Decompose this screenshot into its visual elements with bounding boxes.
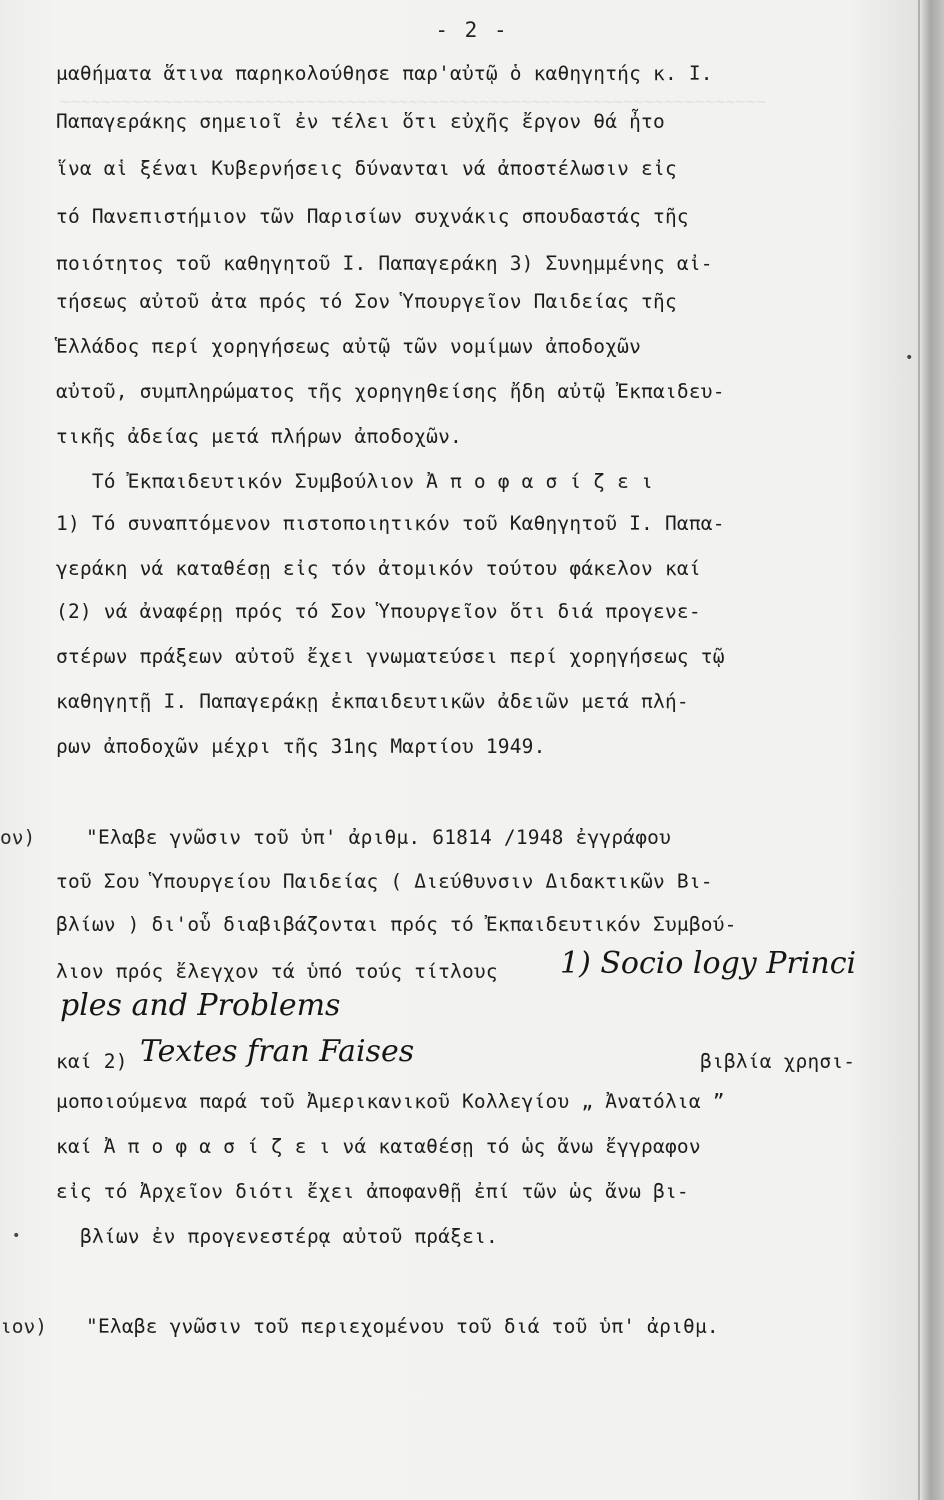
text-line-20: λιον πρός ἔλεγχον τά ὑπό τούς τίτλους — [56, 960, 498, 983]
text-line-16: ρων ἀποδοχῶν μέχρι τῆς 31ης Μαρτίου 1949. — [56, 735, 546, 758]
text-line-18: τοῦ Σου Ὑπουργείου Παιδείας ( Διεύθυνσιν Διδακτικῶν Βι- — [56, 870, 713, 893]
margin-label-1: ον) — [0, 826, 36, 849]
text-line-8: αὐτοῦ, συμπληρώματος τῆς χορηγηθείσης ἤδη αὐτῷ Ἐκπαιδευ- — [56, 380, 725, 403]
text-line-7: Ἑλλάδος περί χορηγήσεως αὐτῷ τῶν νομίμων ἀποδοχῶν — [56, 335, 642, 358]
text-line-15: καθηγητῇ Ι. Παπαγεράκῃ ἐκπαιδευτικῶν ἀδειῶν μετά πλή- — [56, 690, 689, 713]
text-line-10: Τό Ἐκπαιδευτικόν Συμβούλιον Ἀ π ο φ α σ ί ζ ε ι — [56, 470, 653, 493]
text-line-3: ἵνα αἱ ξέναι Κυβερνήσεις δύνανται νά ἀποστέλωσιν εἰς — [56, 157, 677, 180]
text-line-22: βιβλία χρησι- — [700, 1050, 856, 1073]
text-line-1: μαθήματα ἅτινα παρηκολούθησε παρ'αὐτῷ ὁ καθηγητής κ. Ι. — [56, 62, 713, 85]
binder-line — [918, 0, 920, 1500]
text-line-11: 1) Τό συναπτόμενον πιστοποιητικόν τοῦ Καθηγητοῦ Ι. Παπα- — [56, 512, 725, 535]
text-line-9: τικῆς ἀδείας μετά πλήρων ἀποδοχῶν. — [56, 425, 462, 448]
text-line-2: Παπαγεράκης σημειοῖ ἐν τέλει ὅτι εὐχῆς ἔργον θά ἦτο — [56, 110, 665, 133]
handwritten-title-1: 1) Socio logy Princi — [560, 946, 857, 981]
edge-mark-right: • — [905, 350, 914, 366]
text-line-6: τήσεως αὐτοῦ ἀτα πρός τό Σον Ὑπουργεῖον Παιδείας τῆς — [56, 290, 677, 313]
text-line-25: εἰς τό Ἀρχεῖον διότι ἔχει ἀποφανθῇ ἐπί τῶν ὡς ἄνω βι- — [56, 1180, 689, 1203]
page-number: - 2 - — [435, 18, 509, 42]
edge-mark-bullet: • — [12, 1228, 21, 1244]
text-line-5: ποιότητος τοῦ καθηγητοῦ Ι. Παπαγεράκη 3) Συνημμένης αἰ- — [56, 252, 713, 275]
margin-label-2: ιον) — [0, 1315, 47, 1338]
text-line-24: καί Ἀ π ο φ α σ ί ζ ε ι νά καταθέσῃ τό ὡς ἄνω ἔγγραφον — [56, 1135, 701, 1158]
handwritten-title-3: Textes fran Faises — [140, 1034, 415, 1069]
text-line-13: (2) νά ἀναφέρῃ πρός τό Σον Ὑπουργεῖον ὅτι διά προγενε- — [56, 600, 701, 623]
handwritten-title-2: ples and Problems — [60, 988, 341, 1023]
text-line-14: στέρων πράξεων αὐτοῦ ἔχει γνωματεύσει περί χορηγήσεως τῷ — [56, 645, 725, 668]
text-line-21: καί 2) — [56, 1050, 128, 1073]
text-line-19: βλίων ) δι'οὗ διαβιβάζονται πρός τό Ἐκπαιδευτικόν Συμβού- — [56, 913, 737, 936]
text-line-23: μοποιούμενα παρά τοῦ Ἀμερικανικοῦ Κολλεγίου „ Ἀνατόλια ” — [56, 1090, 725, 1113]
binder-edge — [922, 0, 944, 1500]
text-line-27: "Ελαβε γνῶσιν τοῦ περιεχομένου τοῦ διά τοῦ ὑπ' ἀριθμ. — [86, 1315, 719, 1338]
text-line-17: "Ελαβε γνῶσιν τοῦ ὑπ' ἀριθμ. 61814 /1948 ἐγγράφου — [86, 826, 672, 849]
bleed-through-text: ~~~~~~~~~~~~~~~~~~~~~~~~~~~~~~~~~~~~~~~~~~~~~~~~~~~~~~~~~~~~~~~~~~~~~ — [60, 92, 767, 112]
text-line-4: τό Πανεπιστήμιον τῶν Παρισίων συχνάκις σπουδαστάς τῆς — [56, 205, 689, 228]
text-line-12: γεράκη νά καταθέσῃ εἰς τόν ἀτομικόν τούτου φάκελον καί — [56, 557, 701, 580]
text-line-26: βλίων ἐν προγενεστέρᾳ αὐτοῦ πράξει. — [80, 1225, 498, 1248]
